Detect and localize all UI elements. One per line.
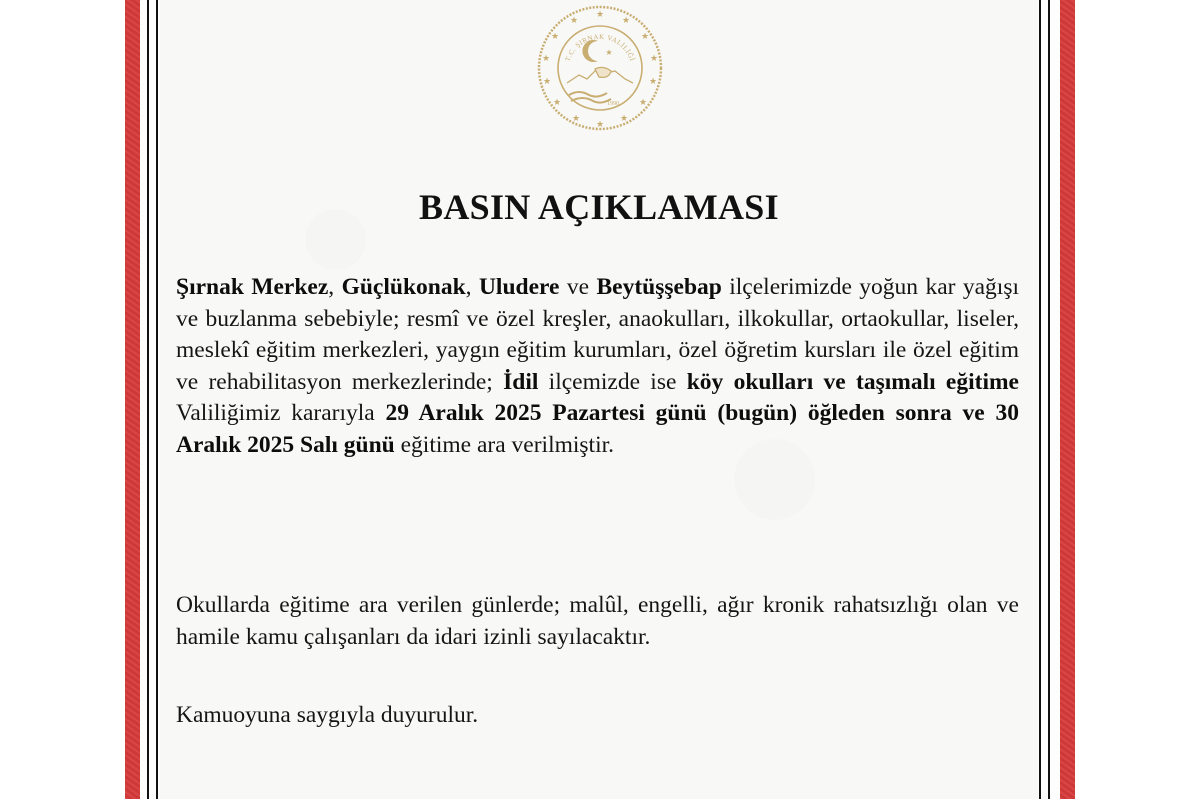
district-sirnak-merkez: Şırnak Merkez <box>176 274 329 300</box>
svg-text:★: ★ <box>595 9 605 19</box>
press-release-title: BASIN AÇIKLAMASI <box>419 187 779 227</box>
right-outer-rule <box>1048 0 1050 799</box>
svg-text:★: ★ <box>595 119 605 129</box>
closing-line: Kamuoyuna saygıyla duyurulur. <box>176 702 479 728</box>
announcement-paragraph: Şırnak Merkez, Güçlükonak, Uludere ve Beytüşşebap ilçelerimizde yoğun kar yağışı ve buzlanma sebebiyle; resmî ve özel kreşler, anaokulları, ilkokullar, ortaokullar, liseler, meslekî eğitim merkezleri, yaygın eğitim kurumları, özel öğretim kursları ile özel eğitim ve rehabilitasyon merkezlerinde; İdil ilçemizde ise köy okulları ve taşımalı eğitime Valiliğimiz kararıyla 29 Aralık 2025 Pazartesi günü (bugün) öğleden sonra ve 30 Aralık 2025 Salı günü eğitime ara verilmiştir. <box>176 274 1020 458</box>
svg-text:★: ★ <box>605 48 613 57</box>
svg-text:T.C. ŞIRNAK VALİLİĞİ: T.C. ŞIRNAK VALİLİĞİ <box>563 32 637 63</box>
svg-text:★: ★ <box>648 76 658 86</box>
closure-dates: 29 Aralık 2025 Pazartesi günü (bugün) öğleden sonra ve 30 Aralık 2025 Salı günü <box>176 400 1019 458</box>
left-red-border <box>125 0 140 799</box>
svg-text:★: ★ <box>569 15 579 25</box>
district-guclukonak: Güçlükonak <box>341 274 466 300</box>
svg-text:1990: 1990 <box>607 101 619 107</box>
right-red-border <box>1060 0 1075 799</box>
left-outer-rule <box>147 0 149 799</box>
district-idil: İdil <box>503 368 539 395</box>
svg-text:★: ★ <box>550 31 560 41</box>
left-inner-rule <box>156 0 158 799</box>
svg-text:★: ★ <box>542 76 552 86</box>
svg-text:★: ★ <box>638 97 648 107</box>
svg-text:★: ★ <box>640 31 650 41</box>
svg-text:★: ★ <box>619 113 629 123</box>
sirnak-governorship-emblem-icon <box>535 3 665 133</box>
svg-text:★: ★ <box>541 53 551 63</box>
svg-text:★: ★ <box>649 53 659 63</box>
district-uludere: Uludere <box>478 274 560 300</box>
district-beytussebap: Beytüşşebap <box>596 274 722 300</box>
svg-text:★: ★ <box>621 15 631 25</box>
svg-text:★: ★ <box>571 113 581 123</box>
svg-text:★: ★ <box>552 97 562 107</box>
affected-schools: köy okulları ve taşımalı eğitime <box>686 368 1019 395</box>
administrative-leave-paragraph: Okullarda eğitime ara verilen günlerde; malûl, engelli, ağır kronik rahatsızlığı olan ve hamile kamu çalışanları da idari izinli sayılacaktır. <box>176 592 1019 650</box>
right-inner-rule <box>1039 0 1041 799</box>
